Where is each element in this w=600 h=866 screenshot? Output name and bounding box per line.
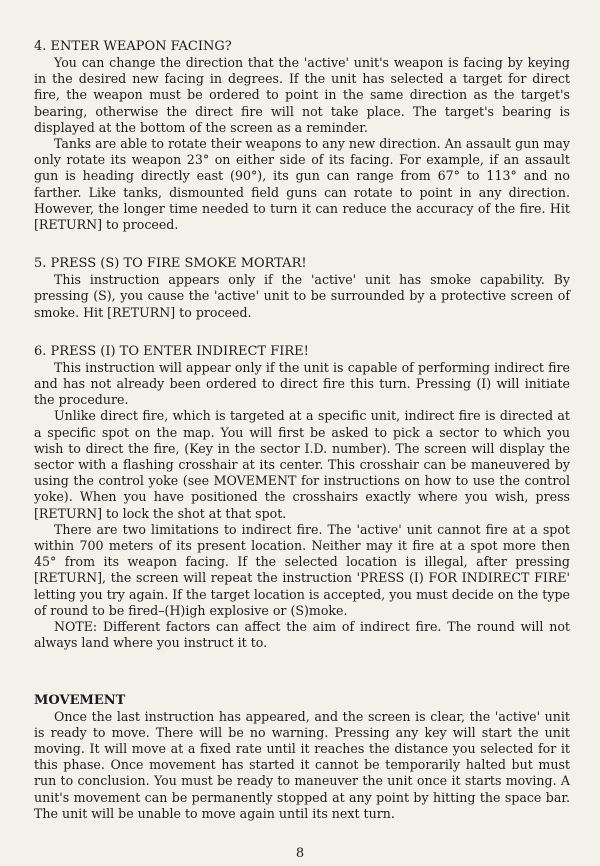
paragraph: NOTE: Different factors can affect the aim of indirect fire. The round will not always land where you instruct it to. (34, 619, 570, 651)
section-heading: 5. PRESS (S) TO FIRE SMOKE MORTAR! (34, 256, 307, 272)
paragraph: You can change the direction that the 'active' unit's weapon is facing by keying in the desired new facing in degrees. If the unit has selected a target for direct fire, the weapon must be ordered to point in the same direction as the target's bearing, otherwise the direct fire will not take place. The target's bearing is displayed at the bottom of the screen as a reminder. (34, 55, 570, 135)
paragraph: This instruction will appear only if the unit is capable of performing indirect fire and has not already been ordered to direct fire this turn. Pressing (I) will initiate the procedure. (34, 359, 570, 408)
paragraph: This instruction appears only if the 'active' unit has smoke capability. By pressing (S), you cause the 'active' unit to be surrounded by a protective screen of smoke. Hit [RETURN] to proceed. (34, 272, 570, 320)
section-indirect-fire (34, 343, 570, 652)
section-heading: 6. PRESS (I) TO ENTER INDIRECT FIRE! (34, 343, 309, 359)
paragraph: Unlike direct fire, which is targeted at a specific unit, indirect fire is directed at a specific spot on the map. You will first be asked to pick a sector to which you wish to direct the fire, (Key in the sector I.D. number). The screen will display the sector with a flashing crosshair at its center. This crosshair can be maneuvered by using the control yoke (see MOVEMENT for instructions on how to use the control yoke). When you have positioned the crosshairs exactly where you wish, press [RETURN] to lock the shot at that spot. (34, 408, 570, 521)
page-number: 8 (295, 846, 305, 861)
section-heading: 4. ENTER WEAPON FACING? (34, 39, 232, 54)
paragraph: There are two limitations to indirect fire. The 'active' unit cannot fire at a spot within 700 meters of its present location. Neither may it fire at a spot more then 45° from its weapon facing. If the selected location is illegal, after pressing [RETURN], the screen will repeat the instruction 'PRESS (I) FOR INDIRECT FIRE' letting you try again. If the target location is accepted, you must decide on the type of round to be fired–(H)igh explosive or (S)moke. (34, 521, 570, 618)
section-smoke-mortar (34, 255, 570, 321)
section-heading: MOVEMENT (34, 692, 126, 708)
paragraph: Tanks are able to rotate their weapons to any new direction. An assault gun may only rotate its weapon 23° on either side of its facing. For example, if an assault gun is heading directly east (90°), its gun can range from 67° to 113° and no farther. Like tanks, dismounted field guns can rotate to point in any direction. However, the longer time needed to turn it can reduce the accuracy of the fire. Hit [RETURN] to proceed. (34, 136, 570, 233)
paragraph: Once the last instruction has appeared, and the screen is clear, the 'active' unit is ready to move. There will be no warning. Pressing any key will start the unit moving. It will move at a fixed rate until it reaches the distance you selected for it this phase. Once movement has started it cannot be temporarily halted but must run to conclusion. You must be ready to maneuver the unit once it starts moving. A unit's movement can be permanently stopped at any point by hitting the space bar. The unit will be unable to move again until its next turn. (34, 708, 570, 821)
section-movement (34, 692, 570, 822)
section-weapon-facing (34, 38, 570, 233)
